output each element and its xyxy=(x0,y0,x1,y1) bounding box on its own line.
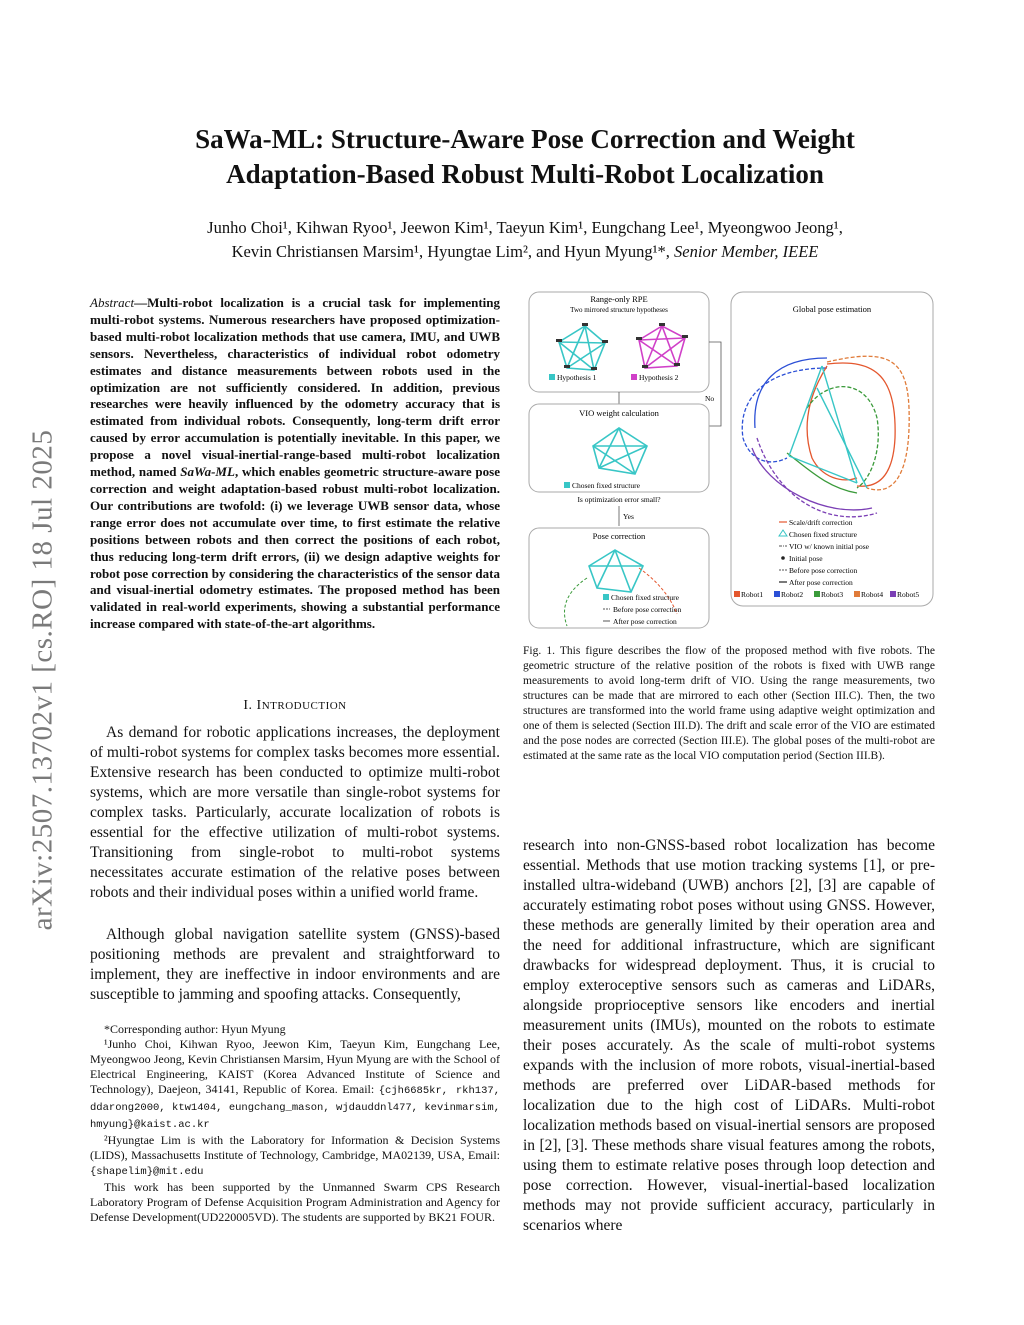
method-name: SaWa-ML xyxy=(180,464,235,480)
arxiv-sidebar xyxy=(18,380,68,980)
robot2-label: Robot2 xyxy=(781,590,804,599)
authors-line: Junho Choi¹, Kihwan Ryoo¹, Jeewon Kim¹, Taeyun Kim¹, Eungchang Lee¹, Myeongwoo Jeong¹, xyxy=(207,218,843,237)
paragraph: As demand for robotic applications increases, the deployment of multi-robot systems for complex tasks becomes more essential. Extensive research has been conducted to optimize multi-robot systems, which are more versatile than single-robot systems for complex tasks. Particularly, accurate localization of robots is essential for the effective utilization of multi-robot systems. Transitioning from single-robot to multi-robot systems necessitates accurate estimation of the relative poses between robots and their individual poses within a unified world frame. xyxy=(90,724,500,901)
legend-scale-drift: Scale/drift correction xyxy=(789,518,853,527)
right-column-paragraph xyxy=(523,836,935,1236)
author-list xyxy=(90,216,960,264)
footnote-funding: This work has been supported by the Unmanned Swarm CPS Research Laboratory Program of Defense Acquisition Program Administration and Agency for Defense Development(UD220005VD). The students are supported by BK21 FOUR. xyxy=(90,1180,500,1224)
range-rpe-subtitle: Two mirrored structure hypotheses xyxy=(570,306,668,314)
abstract-text: —Multi-robot localization is a crucial task for implementing multi-robot systems. Numerous researchers have proposed optimization-based multi-robot localization methods that use camera, IMU, and UWB sensors. Nevertheless, characteristics of individual robot odometry estimates and distance measurements between robots used in the optimization are not sufficiently considered. In addition, previous researches were heavily influenced by the odometry accuracy that is estimated from individual robots. Consequently, long-term drift error caused by error accumulation is potentially inevitable. In this paper, we propose a novel visual-inertial-range-based multi-robot localization method, named xyxy=(90,295,500,480)
paragraph: Although global navigation satellite system (GNSS)-based positioning methods are prevalent and straightforward to implement, they are ineffective in indoor environments and are susceptible to jamming and spoofing attacks. Consequently, xyxy=(90,926,500,1003)
authors-line: Kevin Christiansen Marsim¹, Hyungtae Lim², and Hyun Myung¹*, xyxy=(231,242,670,261)
footnote-emails-1: {cjh6685kr, rkh137, ddarong2000, ktw1404, eungchang_mason, wjdauddnl477, kevinmarsim, hmyung}@kaist.ac.kr xyxy=(90,1085,500,1131)
robot1-label: Robot1 xyxy=(741,590,764,599)
robot3-label: Robot3 xyxy=(821,590,844,599)
chosen-structure-label: Chosen fixed structure xyxy=(572,481,640,490)
pose-correction-title: Pose correction xyxy=(592,531,646,541)
no-label: No xyxy=(705,394,715,403)
footnote-affiliation-1: ¹Junho Choi, Kihwan Ryoo, Jeewon Kim, Taeyun Kim, Eungchang Lee, Myeongwoo Jeong, Kevin Christiansen Marsim, Hyun Myung are with the School of Electrical Engineering, KAIST (Korea Advanced Institute of Science and Technology), Daejeon, 34141, Republic of Korea. Email: xyxy=(90,1037,500,1096)
figure-1 xyxy=(527,288,935,633)
robot5-label: Robot5 xyxy=(897,590,920,599)
abstract-text: , which enables geometric structure-aware pose correction and weight adaptation-based robust multi-robot localization. Our contributions are twofold: (i) we leverage UWB sensor data, whose range error does not accumulate over time, to first estimate the relative positions between robots and then correct the positions of each robot, thus reducing long-term drift errors, (ii) we design adaptive weights for robot pose correction by considering the characteristics of the sensor data and visual-inertial odometry estimates. The proposed method has been validated in real-world experiments, showing a substantial performance increase compared with state-of-the-art algorithms. xyxy=(90,464,500,632)
section-heading xyxy=(90,698,500,714)
global-pose-box xyxy=(731,292,933,606)
intro-paragraph-1 xyxy=(90,723,500,903)
legend-vio: VIO w/ known initial pose xyxy=(789,542,869,551)
pose-legend-after: After pose correction xyxy=(613,617,677,626)
authors-membership: Senior Member, IEEE xyxy=(674,242,819,261)
question-label: Is optimization error small? xyxy=(577,495,661,504)
figure-caption: Fig. 1. This figure describes the flow of the proposed method with five robots. The geometric structure of the relative position of the robots is fixed with UWB range measurements to avoid long-term drift of VIO. Using the range measurements, two structures can be made that are mirrored to each other (Section III.C). Then, the two structures are transformed into the world frame using adaptive weight optimization and one of them is selected (Section III.D). The drift and scale error of the VIO are estimated and the pose nodes are corrected (Section III.E). The global poses of the multi-robot are estimated at the same rate as the local VIO computation period (Section III.B). xyxy=(523,645,935,762)
title-line: SaWa-ML: Structure-Aware Pose Correction and Weight xyxy=(195,124,855,154)
hypothesis-1-graph xyxy=(559,326,605,370)
hypothesis-2-swatch xyxy=(631,374,637,380)
vio-weight-title: VIO weight calculation xyxy=(579,408,659,418)
arxiv-identifier: arXiv:2507.13702v1 [cs.RO] 18 Jul 2025 xyxy=(26,429,59,931)
global-pose-title: Global pose estimation xyxy=(792,304,872,314)
range-rpe-title: Range-only RPE xyxy=(590,294,648,304)
yes-label: Yes xyxy=(623,512,634,521)
footnote-email-2: {shapelim}@mit.edu xyxy=(90,1166,204,1178)
hypothesis-1-label: Hypothesis 1 xyxy=(557,373,597,382)
pose-legend-before: Before pose correction xyxy=(613,605,682,614)
hypothesis-2-label: Hypothesis 2 xyxy=(639,373,679,382)
legend-after: After pose correction xyxy=(789,578,853,587)
abstract-lead: Abstract xyxy=(90,295,135,310)
robot-legend xyxy=(734,590,919,599)
paper-title xyxy=(120,122,930,192)
hypothesis-1-swatch xyxy=(549,374,555,380)
pose-legend-chosen: Chosen fixed structure xyxy=(611,593,679,602)
hypothesis-2-graph xyxy=(639,326,685,368)
footnote-corresponding: *Corresponding author: Hyun Myung xyxy=(104,1022,286,1036)
legend-initial: Initial pose xyxy=(789,554,823,563)
section-first-letter: I xyxy=(256,698,262,713)
section-number: I. xyxy=(243,698,257,713)
intro-paragraph-2 xyxy=(90,925,500,1005)
footnotes xyxy=(90,1022,500,1225)
legend-before: Before pose correction xyxy=(789,566,858,575)
section-rest: NTRODUCTION xyxy=(261,700,347,712)
robot4-label: Robot4 xyxy=(861,590,884,599)
chosen-structure-graph xyxy=(593,428,647,474)
title-line: Adaptation-Based Robust Multi-Robot Localization xyxy=(226,159,824,189)
abstract xyxy=(90,295,500,633)
paragraph: research into non-GNSS-based robot localization has become essential. Methods that use motion tracking systems [1], or pre-installed ultra-wideband (UWB) anchors [2], [3] are capable of accurately estimating robot poses without using GNSS. However, these methods are generally limited by their operation area and the need for additional infrastructure, which are significant drawbacks for widespread deployment. Thus, it is crucial to employ exteroceptive sensors such as cameras and LiDARs, alongside proprioceptive sensors like encoders and inertial measurement units (IMUs), mounted on the robots to estimate their poses accurately. As the scale of multi-robot systems expands with the inclusion of more robots, visual-inertial-based methods are preferred over LiDAR-based methods for localization due to the high cost of LiDARs. Multi-robot localization methods based on visual-inertial sensors are proposed in [2], [3]. These methods share visual features among the robots, using them to estimate relative poses through loop detection and pose correction. However, visual-inertial-based localization methods may not provide sufficient accuracy, particularly in scenarios where xyxy=(523,837,935,1234)
legend-chosen: Chosen fixed structure xyxy=(789,530,857,539)
footnote-affiliation-2: ²Hyungtae Lim is with the Laboratory for Information & Decision Systems (LIDS), Massachusetts Institute of Technology, Cambridge, MA02139, USA, Email: xyxy=(90,1133,500,1162)
